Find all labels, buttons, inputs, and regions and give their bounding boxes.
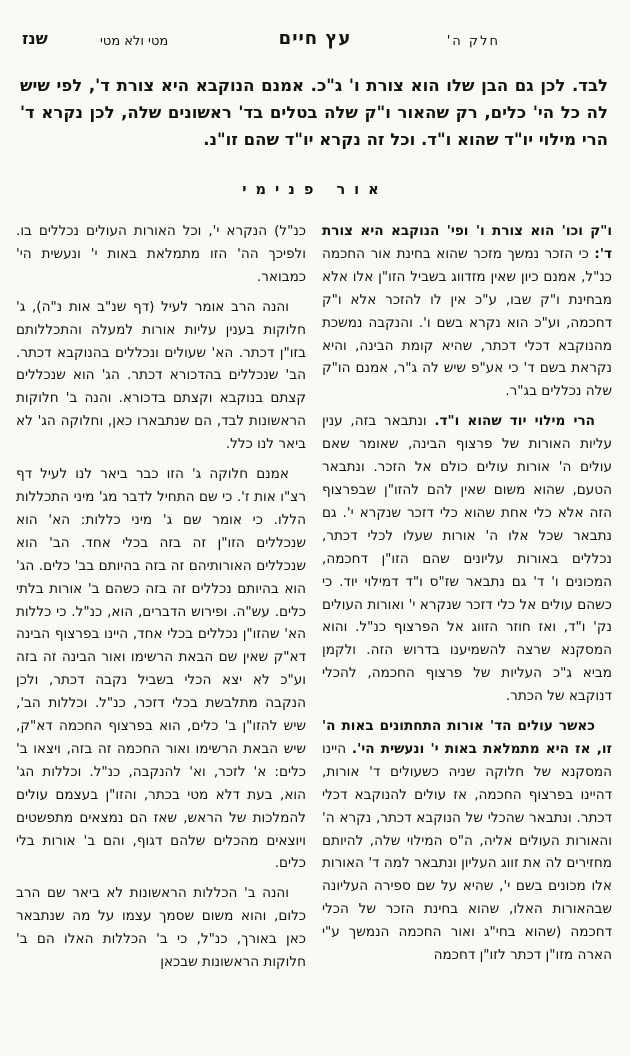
header-book-title: עץ חיים <box>278 28 352 49</box>
header-page-number: שנז <box>22 29 48 48</box>
paragraph-text: כנ"ל) הנקרא י', וכל האורות העולים נכללים בו. ולפיכך הה' הזו מתמלאת באות י' ונעשית הי' כמבואר. <box>16 223 306 285</box>
paragraph-text: אמנם חלוקה ג' הזו כבר ביאר לנו לעיל דף רצ"ו אות ז'. כי שם התחיל לדבר מג' מיני התכללות הללו. כי אומר שם ג' מיני כללות: הא' הוא שנכללים הזו"ן זה בזה בכלי אחד. הב' הוא שנכללים האורותיהם זה בזה בהיותם בב' כלים. הג' הוא בהיותם נכללים זה בזה כשהם ב' אורות בלתי כלים. עש"ה. ופירוש הדברים, הוא, כנ"ל. כי כללות הא' שהזו"ן נכללים בכלי אחד, היינו בפרצוף הבינה דא"ק שאין שם הבאת הרשימו ואור הבינה זה בזה וע"כ לא יצא הכלי בשביל נקבה דכתר, ולכן הנקבה מתלבשת בכלי דזכר, כנ"ל. וכללות הב', שיש להזו"ן ב' כלים, הוא בפרצוף החכמה דא"ק, שיש הבאת הרשימו ואור החכמה זה בזה, ויצאו ב' כלים: א' לזכר, וא' להנקבה, כנ"ל. וכללות הג' הוא, בעת דלא מטי בכתר, והזו"ן בעצמם עולים להמלכות של הראש, שאז הם נמצאים מתפשטים ויוצאים מהכלים שלהם דגוף, והם ב' אורות בלי כלים. <box>16 466 306 872</box>
commentary-columns <box>16 220 612 1046</box>
dibur-hamatchil-quote: ו"ק וכו' הוא צורת ו' ופי' הנוקבא היא צורת ד': <box>322 223 612 262</box>
paragraph-text: ונתבאר בזה, ענין עליות האורות של פרצוף הבינה, שאומר שאם עולים ה' אורות עולים כולם אל הזכר. ונתבאר הטעם, שהוא משום שאין להם להזו"ן שבפרצוף הזה אלא כלי אחת שהוא כלי דזכר שנקרא י'. גם נתבאר שכל אלו ה' אורות שעלו לכלי דכתר, נכללים באורות עליונים שהם הזו"ן דחכמה, המכונים ו' ד' גם נתבאר שז"ס ו"ד דמילוי יוד. כי כשהם עולים אל כלי דזכר שנקרא י' ואורות העולים נק' ו"ד, ואז חוזר הזווג אל הפרצוף כנ"ל. והוא המסקנא שרצה להשמיענו בדרוש הזה. ולקמן מביא ג"כ העליות של פרצוף החכמה, להכלי דנוקבא של הכתר. <box>322 413 612 705</box>
commentary-paragraph <box>16 220 306 289</box>
commentary-paragraph <box>16 882 306 974</box>
commentary-column-right <box>322 220 612 1046</box>
dibur-hamatchil-quote: הרי מילוי יוד שהוא ו"ד. <box>434 413 595 430</box>
paragraph-text: היינו המסקנא של חלוקה שניה כשעולים ד' אורות, דהיינו בפרצוף החכמה, אז עולים להנוקבא דכלי דכתר. ונתבאר שהכלי של הנוקבא דכתר, נקרא ה' והאורות העולים אליה, ה"ס המילוי שלה, להיותם מחזירים לה את זווג העליון ונתבאר למה ד' האורות אלו מכונים בשם י', שהיא על שם ספירה העליונה שבהאורות האלו, שהוא בחינת הזכר של הכלי דחכמה (שהוא בחי"ג ואור החכמה הנמשך ע"י הארה מזו"ן דכתר לזו"ן דחכמה <box>322 740 612 964</box>
header-part-label: חלק ה' <box>446 34 500 49</box>
commentary-column-left <box>16 220 306 1046</box>
dibur-hamatchil-quote: כאשר עולים הד' אורות התחתונים באות ה' זו, אז היא מתמלאת באות י' ונעשית הי'. <box>322 718 612 757</box>
paragraph-text: והנה ב' הכללות הראשונות לא ביאר שם הרב כלום, והוא משום שסמך עצמו על מה שנתבאר כאן באורך, כנ"ל, כי ב' הכללות האלו הם ב' חלוקות הראשונות שבכאן <box>16 885 306 971</box>
commentary-section-heading: אור פנימי <box>242 182 388 198</box>
main-text-block: לבד. לכן גם הבן שלו הוא צורת ו' ג"כ. אמנם הנוקבא היא צורת ד', לפי שיש לה כל הי' כלים, רק שהאור ו"ק שלה בטלים בד' ראשונים שלה, לכן נקרא ד' הרי מילוי יו"ד שהוא ו"ד. וכל זה נקרא יו"ד שהם זו"נ. <box>20 76 608 149</box>
page-header <box>0 26 630 60</box>
header-section-label: מטי ולא מטי <box>100 34 169 49</box>
commentary-paragraph <box>16 296 306 456</box>
paragraph-text: והנה הרב אומר לעיל (דף שנ"ב אות נ"ה), ג' חלוקות בענין עליות אורות למעלה והתכללותם בזו"ן דכתר. הא' שעולים ונכללים בהנוקבא דכתר. הב' שנכללים בהדכורא דכתר. הג' הוא שנכללים קצתם בנוקבא וקצתם בדכורא. והנה ב' חלוקות הראשונות לבד, הם שנתבארו כאן, וחלוקה הג' לא ביאר לנו כלל. <box>16 298 306 453</box>
commentary-paragraph <box>322 410 612 708</box>
commentary-paragraph <box>322 715 612 967</box>
commentary-paragraph <box>16 463 306 875</box>
paragraph-text: כי הזכר נמשך מזכר שהוא בחינת אור החכמה כנ"ל, אמנם כיון שאין מזדווג בשביל הזו"ן אלו אלא מבחינת ו"ק שבו, ע"כ אין לו להזכר אלא ו"ק דחכמה, וע"כ הוא נקרא בשם ו'. והנקבה נמשכת מהנוקבא דכלי דכתר, שהיא קומת הבינה, והיא נקראת בשם ד' כי אע"פ שיש לה ג"ר, אמנם הו"ק שלה נכללים בג"ר. <box>322 245 612 400</box>
commentary-paragraph <box>322 220 612 403</box>
